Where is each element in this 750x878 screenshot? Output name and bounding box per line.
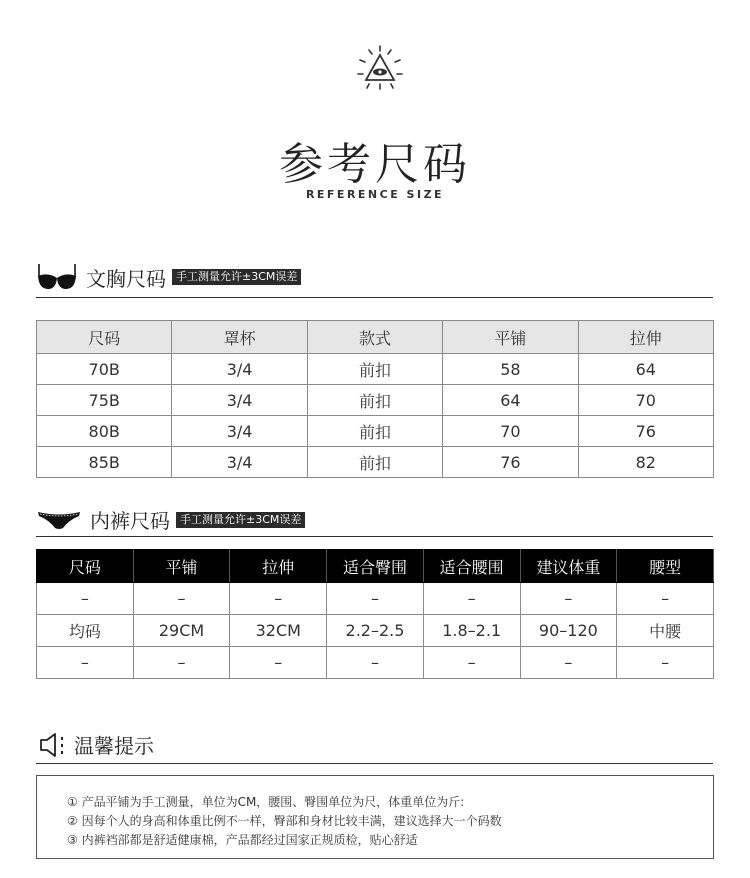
table-cell: 中腰 [617,615,714,647]
table-cell: – [423,583,520,615]
eye-triangle-logo-icon [355,44,405,90]
table-cell: – [230,647,327,679]
column-header: 尺码 [37,321,172,354]
table-header-row [37,550,714,583]
table-cell: 3/4 [172,447,307,478]
column-header: 款式 [307,321,442,354]
table-cell: 29CM [133,615,230,647]
tips-divider [36,763,713,764]
table-cell: – [133,647,230,679]
table-cell: – [327,583,424,615]
table-cell: 80B [37,416,172,447]
table-cell: 75B [37,385,172,416]
tips-box [36,775,714,859]
table-cell: – [133,583,230,615]
panties-icon [36,508,82,532]
column-header: 拉伸 [578,321,713,354]
table-cell: – [617,583,714,615]
panties-measure-note: 手工测量允许±3CM误差 [176,512,305,528]
column-header: 拉伸 [230,550,327,583]
tips-section-header [38,730,154,759]
table-cell: 64 [578,354,713,385]
table-cell: – [230,583,327,615]
table-cell: – [520,647,617,679]
panties-divider [36,536,713,537]
table-cell: – [327,647,424,679]
tip-item: ① 产品平铺为手工测量，单位为CM，腰围、臀围单位为尺，体重单位为斤: [67,795,465,809]
tip-item: ③ 内裤裆部都是舒适健康棉，产品都经过国家正规质检，贴心舒适 [67,833,418,847]
table-cell: 76 [443,447,578,478]
table-cell: 3/4 [172,354,307,385]
table-cell: 70 [578,385,713,416]
table-cell: 64 [443,385,578,416]
table-row [37,416,714,447]
column-header: 尺码 [37,550,134,583]
table-cell: 前扣 [307,385,442,416]
table-cell: 1.8–2.1 [423,615,520,647]
table-cell: 76 [578,416,713,447]
table-cell: – [37,647,134,679]
table-cell: 3/4 [172,416,307,447]
column-header: 腰型 [617,550,714,583]
table-cell: 均码 [37,615,134,647]
table-row [37,385,714,416]
bra-icon [36,262,78,292]
table-cell: 3/4 [172,385,307,416]
table-cell: 70B [37,354,172,385]
table-cell: – [37,583,134,615]
table-row [37,615,714,647]
panties-size-table [36,549,714,679]
table-cell: 2.2–2.5 [327,615,424,647]
bra-measure-note: 手工测量允许±3CM误差 [172,269,301,285]
page-subtitle: REFERENCE SIZE [305,188,445,201]
table-cell: 58 [443,354,578,385]
bra-section-header [36,262,301,292]
column-header: 适合腰围 [423,550,520,583]
table-row [37,647,714,679]
page-title: 参考尺码 [279,139,471,190]
column-header: 罩杯 [172,321,307,354]
panties-section-header [36,505,305,534]
table-cell: 85B [37,447,172,478]
column-header: 平铺 [133,550,230,583]
bra-size-table [36,320,714,478]
tip-item: ② 因每个人的身高和体重比例不一样，臀部和身材比较丰满，建议选择大一个码数 [67,814,502,828]
tips-section-title: 温馨提示 [74,734,154,758]
table-header-row [37,321,714,354]
table-cell: – [423,647,520,679]
column-header: 建议体重 [520,550,617,583]
column-header: 适合臀围 [327,550,424,583]
column-header: 平铺 [443,321,578,354]
table-cell: – [520,583,617,615]
table-cell: – [617,647,714,679]
bra-section-title: 文胸尺码 [86,266,166,291]
speaker-icon [38,731,70,759]
table-row [37,447,714,478]
table-cell: 前扣 [307,416,442,447]
table-cell: 前扣 [307,354,442,385]
table-cell: 32CM [230,615,327,647]
bra-divider [36,297,713,298]
table-cell: 82 [578,447,713,478]
table-cell: 70 [443,416,578,447]
table-row [37,583,714,615]
table-row [37,354,714,385]
panties-section-title: 内裤尺码 [90,509,170,533]
table-cell: 前扣 [307,447,442,478]
table-cell: 90–120 [520,615,617,647]
